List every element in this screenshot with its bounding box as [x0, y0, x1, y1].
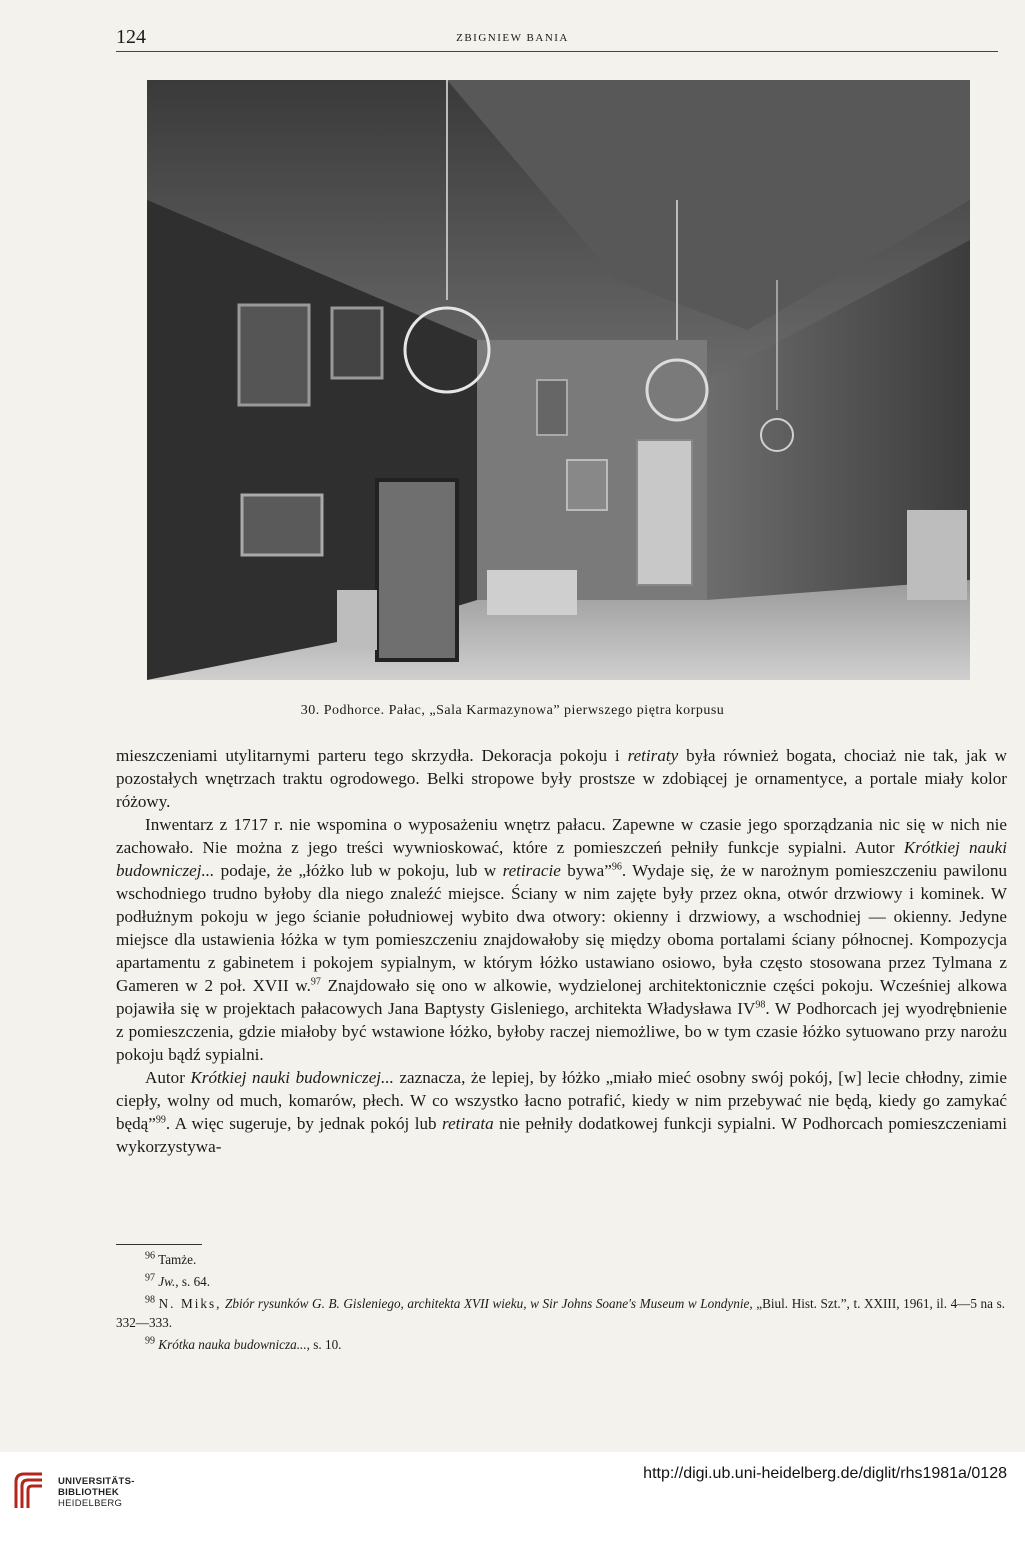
footnote-97: $^{97}$ Jw., s. 64. — [145, 1272, 211, 1289]
painting — [239, 305, 309, 405]
painting — [242, 495, 322, 555]
footnote-ref-98: 98 — [755, 999, 766, 1011]
footnote-rule — [116, 1244, 202, 1245]
paragraph-3: Autor Krótkiej nauki budowniczej... zaznacza, że lepiej, by łóżko „miało mieć osobny swój pokój, [w] lecie chłodny, zimie ciepły, wolny od much, komarów, płech. W co wszystko łacno potrafić, kiedy w nim przebywać nie będą, kiedy go zamykać będą”$^{99}$. A więc sugeruje, by jednak pokój lub retirata nie pełniły dodatkowej funkcji sypialni. W Podhorcach pomieszczeniami wykorzystywa- — [116, 1068, 1008, 1156]
stove — [637, 440, 692, 585]
footnote-99: $^{99}$ Krótka nauka budownicza..., s. 10. — [145, 1335, 342, 1352]
footnote-96: $^{96}$ Tamże. — [145, 1250, 197, 1267]
body-text — [116, 744, 1007, 1158]
footnote-ref-97: 97 — [310, 976, 321, 988]
painting — [332, 308, 382, 378]
page-number: 124 — [116, 26, 146, 48]
figure-photo — [147, 80, 970, 680]
source-url[interactable]: http://digi.ub.uni-heidelberg.de/diglit/rhs1981a/0128 — [643, 1465, 1007, 1482]
footnotes — [116, 1250, 1005, 1357]
painting — [537, 380, 567, 435]
footnote-ref-99: 99 — [155, 1114, 166, 1126]
paragraph-2: Inwentarz z 1717 r. nie wspomina o wyposażeniu wnętrz pałacu. Zapewne w czasie jego sporządzania nic się w nich nie zachowało. Nie można z jego treści wywnioskować, które z pomieszczeń pełniły funkcje sypialni. Autor Krótkiej nauki budowniczej... podaje, że „łóżko lub w pokoju, lub w retiracie bywa”$^{96}$. Wydaje się, że w narożnym pomieszczeniu pawilonu wschodniego trudno byłoby dla niego znaleźć miejsce. Ściany w nim zajęte były przez okna, otwór drzwiowy i kominek. W podłużnym pokoju w jego ścianie południowej wybito dwa otwory: okienny i drzwiowy, a wschodniej — okienny. Jedyne miejsce dla ustawienia łóżka w tym pomieszczeniu znajdowałoby się między oboma portalami ściany północnej. Kompozycja apartamentu z gabinetem i pokojem sypialnym, w którym łóżko ustawiano osiowo, była często stosowana przez Tylmana z Gameren w 2 poł. XVII w.$^{97}$ Znajdowało się ono w alkowie, wydzielonej architektonicznie części pokoju. Wcześniej alkowa pojawiła się w projektach pałacowych Jana Baptysty Gisleniego, architekta Władysława IV$^{98}$. W Podhorcach jej wyodrębnienie z pomieszczenia, gdzie miałoby być wstawione łóżko, byłoby raczej niemożliwe, bo w tym czasie łóżko sytuowano przy narożu pokoju bądź sypialni. — [116, 815, 1007, 1064]
paragraph-1: mieszczeniami utylitarnymi parteru tego skrzydła. Dekoracja pokoju i retiraty była również bogata, chociaż nie tak, jak w pozostałych wnętrzach traktu ogrodowego. Belki stropowe były prostsze w zdobiącej je ornamentyce, a portale miały kolor różowy. — [116, 746, 1007, 811]
doorway — [377, 480, 457, 660]
footnote-98: $^{98}$ N. Miks, Zbiór rysunków G. B. Gisleniego, architekta XVII wieku, w Sir Johns Soane's Museum w Londynie, „Biul. Hist. Szt.”, t. XXIII, 1961, il. 4—5 na s. 332—333. — [116, 1294, 1006, 1330]
running-head: ZBIGNIEW BANIA — [456, 32, 569, 44]
chair — [337, 590, 377, 650]
library-logo-icon — [12, 1468, 48, 1514]
library-logo-text: UNIVERSITÄTS- BIBLIOTHEK HEIDELBERG — [58, 1476, 135, 1509]
carriage — [907, 510, 967, 600]
header-rule — [116, 51, 998, 52]
sofa — [487, 570, 577, 615]
painting — [567, 460, 607, 510]
footnote-ref-96: 96 — [611, 861, 622, 873]
figure-caption: 30. Podhorce. Pałac, „Sala Karmazynowa” pierwszego piętra korpusu — [300, 703, 725, 718]
